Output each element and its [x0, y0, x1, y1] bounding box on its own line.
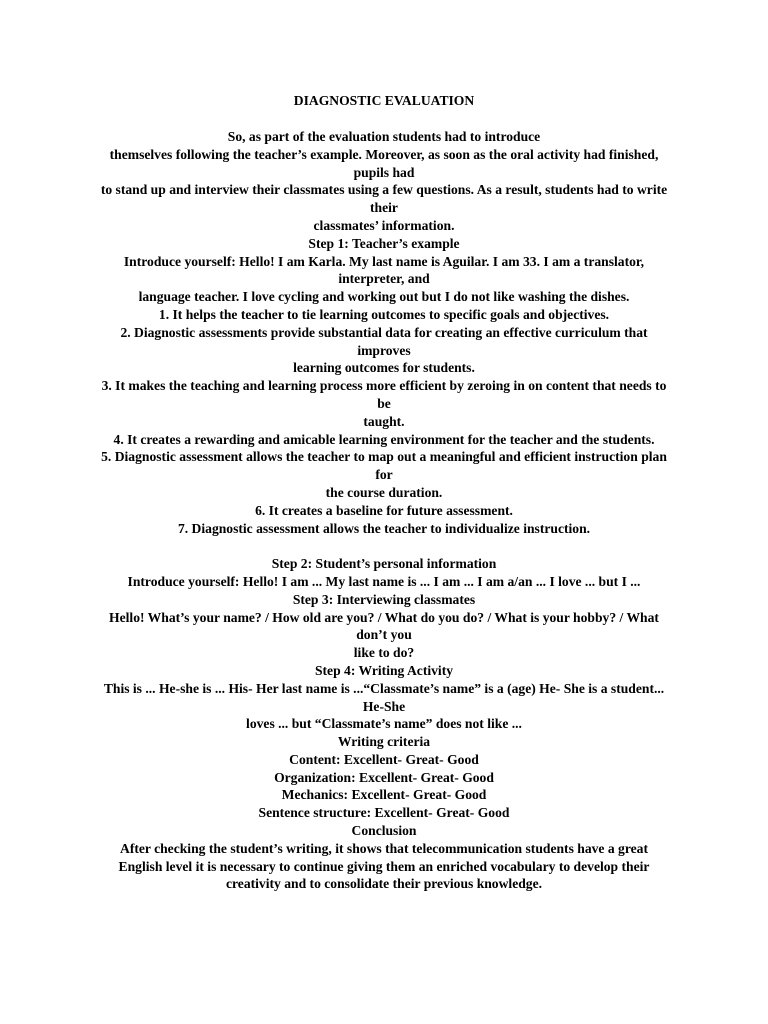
step2-template: Introduce yourself: Hello! I am ... My last name is ... I am ... I am a/an ... I love ... but I ...: [127, 573, 641, 589]
step3-questions-line-2: like to do?: [353, 645, 415, 661]
benefit-3-line-1: 3. It makes the teaching and learning process more efficient by zeroing in on content that needs to be: [101, 378, 667, 411]
criteria-heading: Writing criteria: [337, 734, 431, 750]
benefit-1: 1. It helps the teacher to tie learning outcomes to specific goals and objectives.: [158, 306, 610, 322]
intro-line-2: themselves following the teacher’s example. Moreover, as soon as the oral activity had finished, pupils had: [109, 146, 659, 180]
criteria-organization: Organization: Excellent- Great- Good: [274, 769, 494, 785]
step1-heading: Step 1: Teacher’s example: [308, 235, 460, 251]
benefit-3-line-2: taught.: [363, 413, 405, 429]
step4-template-line-1: This is ... He-she is ... His- Her last name is ...“Classmate’s name” is a (age) He- She is a student... He-She: [103, 680, 665, 714]
criteria-mechanics: Mechanics: Excellent- Great- Good: [281, 787, 487, 803]
step2-heading: Step 2: Student’s personal information: [271, 556, 497, 572]
step3-questions-line-1: Hello! What’s your name? / How old are you? / What do you do? / What is your hobby? / What don’t you: [109, 609, 659, 643]
intro-line-3: to stand up and interview their classmates using a few questions. As a result, students had to write their: [100, 182, 668, 216]
criteria-content: Content: Excellent- Great- Good: [289, 751, 479, 767]
conclusion-heading: Conclusion: [351, 823, 417, 839]
benefit-6: 6. It creates a baseline for future assessment.: [255, 502, 513, 518]
intro-line-4: classmates’ information.: [313, 217, 455, 233]
benefit-4: 4. It creates a rewarding and amicable learning environment for the teacher and the students.: [113, 431, 655, 447]
step1-example-line-1: Introduce yourself: Hello! I am Karla. My last name is Aguilar. I am 33. I am a translator, interpreter, and: [123, 253, 645, 287]
step4-template-line-2: loves ... but “Classmate’s name” does not like ...: [246, 716, 522, 732]
benefit-2-line-1: 2. Diagnostic assessments provide substantial data for creating an effective curriculum that improves: [120, 324, 648, 358]
section-gap: [98, 537, 670, 555]
benefit-5-line-1: 5. Diagnostic assessment allows the teacher to map out a meaningful and efficient instruction plan for: [101, 449, 667, 483]
step4-heading: Step 4: Writing Activity: [314, 662, 454, 678]
benefit-5-line-2: the course duration.: [325, 484, 443, 500]
document-title: DIAGNOSTIC EVALUATION: [293, 93, 475, 108]
benefit-7: 7. Diagnostic assessment allows the teacher to individualize instruction.: [177, 520, 591, 536]
step1-example-line-2: language teacher. I love cycling and working out but I do not like washing the dishes.: [138, 289, 630, 305]
intro-line-1: So, as part of the evaluation students had to introduce: [227, 129, 541, 144]
step3-heading: Step 3: Interviewing classmates: [292, 591, 476, 607]
criteria-sentence-structure: Sentence structure: Excellent- Great- Good: [258, 805, 510, 821]
benefit-2-line-2: learning outcomes for students.: [293, 360, 475, 376]
conclusion-text: After checking the student’s writing, it shows that telecommunication students have a great English level it is necessary to continue giving them an enriched vocabulary to develop their creativity and to consolidate their previous knowledge.: [118, 840, 650, 892]
document-body: [98, 128, 670, 893]
